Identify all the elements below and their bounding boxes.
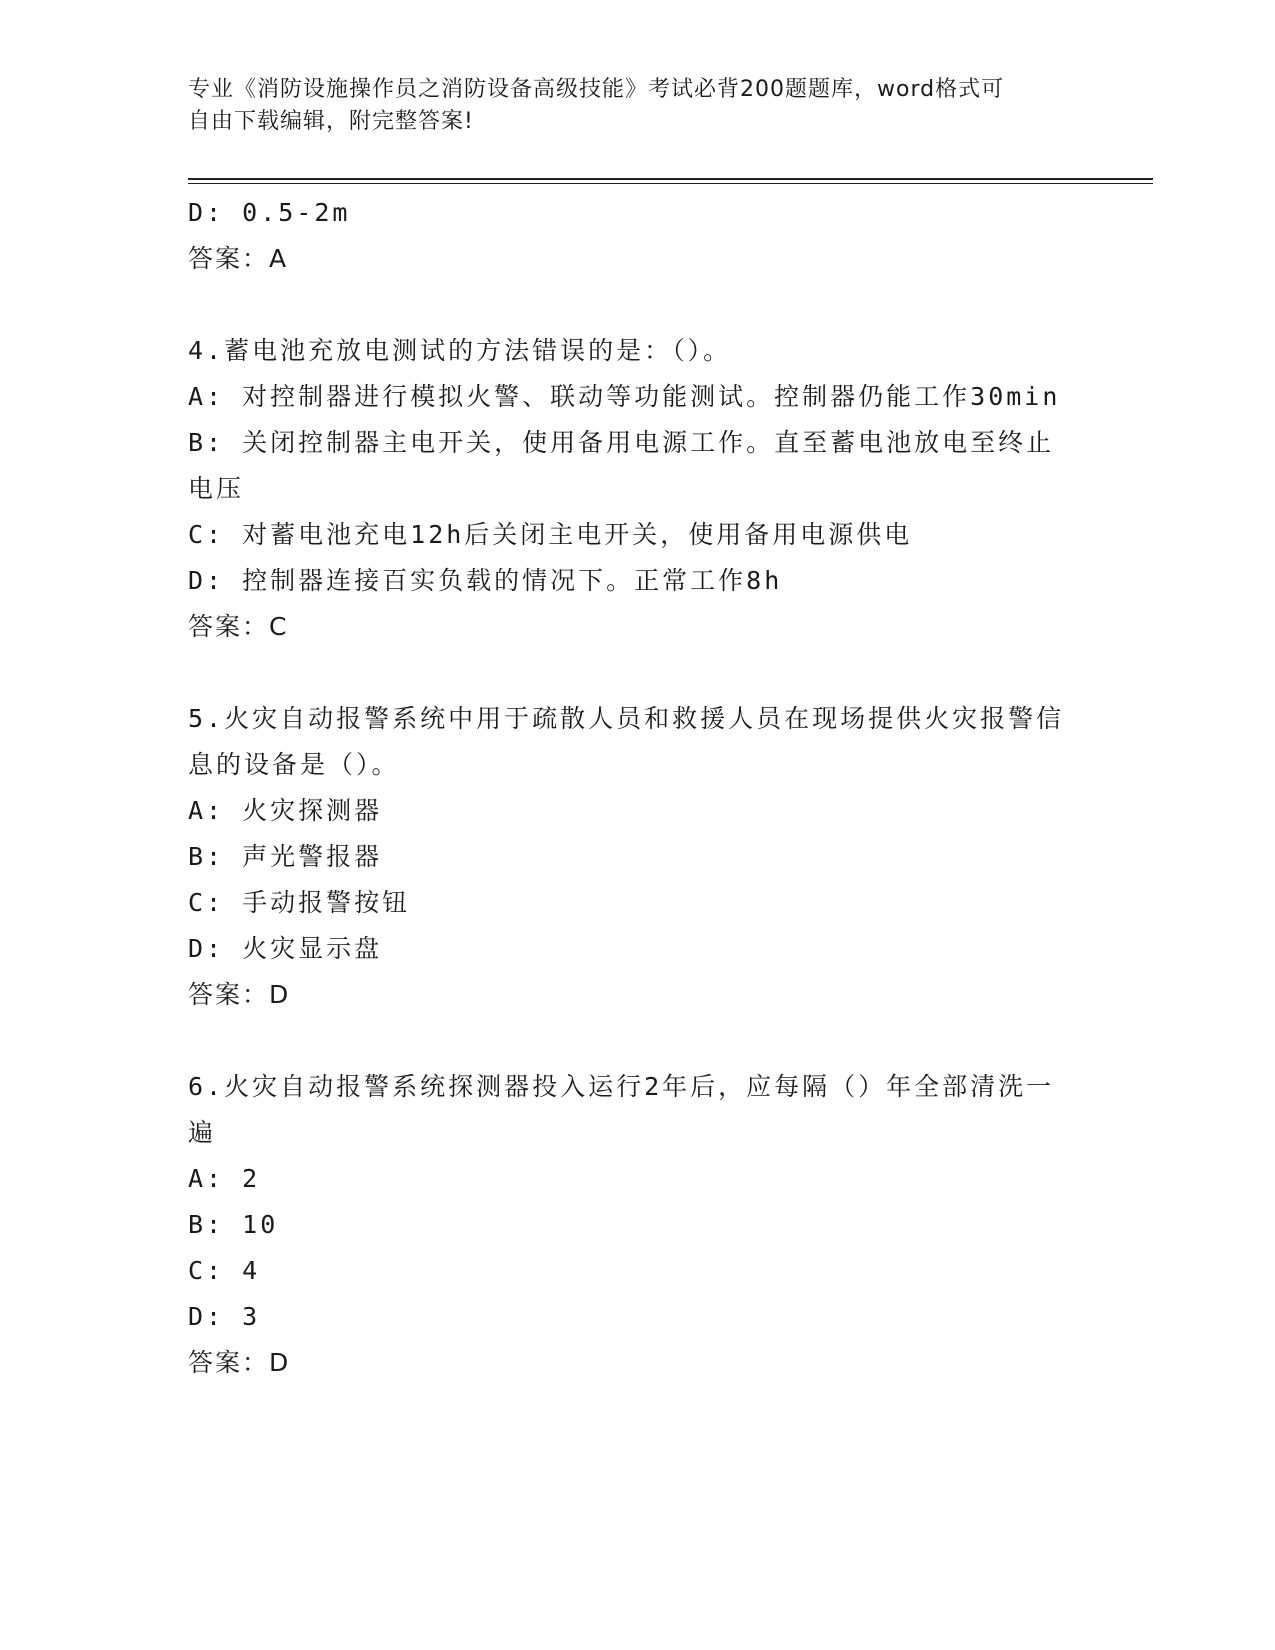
prev-answer: 答案：A xyxy=(188,244,289,273)
prev-option-d: D: 0.5-2m xyxy=(188,198,351,227)
question-5-option-c: C: 手动报警按钮 xyxy=(188,888,411,917)
question-4-option-a: A: 对控制器进行模拟火警、联动等功能测试。控制器仍能工作30min xyxy=(188,382,1061,411)
question-6-option-d: D: 3 xyxy=(188,1302,261,1331)
header-rule-thick xyxy=(188,178,1153,180)
question-5-answer: 答案：D xyxy=(188,980,291,1009)
question-5 xyxy=(188,696,1088,1018)
question-6 xyxy=(188,1064,1088,1386)
question-5-option-d: D: 火灾显示盘 xyxy=(188,934,383,963)
question-4 xyxy=(188,328,1088,650)
question-4-text: 4.蓄电池充放电测试的方法错误的是：（）。 xyxy=(188,336,732,365)
header-line-2: 自由下载编辑，附完整答案! xyxy=(188,109,474,134)
question-6-option-b: B: 10 xyxy=(188,1210,279,1239)
spacer xyxy=(188,282,1088,328)
question-4-answer: 答案：C xyxy=(188,612,289,641)
question-4-option-b: B: 关闭控制器主电开关，使用备用电源工作。直至蓄电池放电至终止电压 xyxy=(188,428,1055,503)
header-line-1: 专业《消防设施操作员之消防设备高级技能》考试必背200题题库，word格式可 xyxy=(188,77,1005,102)
question-6-option-a: A: 2 xyxy=(188,1164,261,1193)
question-5-option-a: A: 火灾探测器 xyxy=(188,796,383,825)
question-4-option-c: C: 对蓄电池充电12h后关闭主电开关，使用备用电源供电 xyxy=(188,520,913,549)
header-rule-thin xyxy=(188,183,1153,184)
question-6-answer: 答案：D xyxy=(188,1348,291,1377)
question-4-option-d: D: 控制器连接百实负载的情况下。正常工作8h xyxy=(188,566,783,595)
spacer xyxy=(188,650,1088,696)
question-content xyxy=(188,190,1088,1386)
spacer xyxy=(188,1018,1088,1064)
question-5-option-b: B: 声光警报器 xyxy=(188,842,383,871)
page-header xyxy=(188,74,1068,138)
question-6-text: 6.火灾自动报警系统探测器投入运行2年后，应每隔（）年全部清洗一遍 xyxy=(188,1072,1055,1147)
question-6-option-c: C: 4 xyxy=(188,1256,261,1285)
question-5-text: 5.火灾自动报警系统中用于疏散人员和救援人员在现场提供火灾报警信息的设备是（）。 xyxy=(188,704,1065,779)
